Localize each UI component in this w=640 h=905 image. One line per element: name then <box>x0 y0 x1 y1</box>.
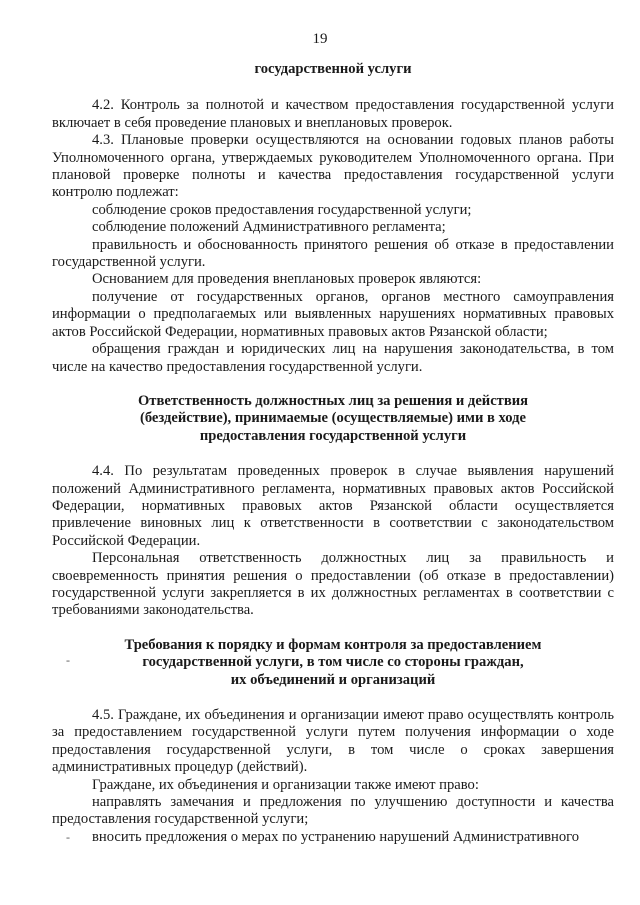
section-heading-control-requirements <box>52 637 614 689</box>
margin-mark: - <box>66 830 70 844</box>
paragraph: Граждане, их объединения и организации также имеют право: <box>92 776 479 793</box>
section-4-5 <box>52 707 614 846</box>
paragraph: вносить предложения о мерах по устранению нарушений Административного <box>92 828 580 845</box>
paragraph: получение от государственных органов, органов местного самоуправления информации о предполагаемых или выявленных нарушениях нормативных правовых актов Российской Федерации, нормативных правовых актов Рязанской области; <box>52 288 614 340</box>
section-heading-line: государственной услуги, в том числе со стороны граждан, <box>142 654 524 671</box>
section-heading-line: их объединений и организаций <box>230 671 436 688</box>
paragraph: соблюдение сроков предоставления государственной услуги; <box>92 201 472 218</box>
paragraph: Основанием для проведения внеплановых проверок являются: <box>92 271 482 288</box>
paragraph: 4.5. Граждане, их объединения и организации имеют право осуществлять контроль за предоставлением государственной услуги путем получения информации о ходе предоставления государственной услуги, в том числе о сроках завершения административных процедур (действий). <box>52 707 614 776</box>
section-heading-line: Ответственность должностных лиц за решения и действия <box>137 392 529 409</box>
paragraph: Персональная ответственность должностных лиц за правильность и своевременность принятия решения о предоставлении (об отказе в предоставлении) государственной услуги закрепляется в их должностных регламентах в соответствии с требованиями законодательства. <box>52 550 614 619</box>
section-4-4 <box>52 463 614 620</box>
document-body <box>52 61 614 846</box>
section-heading-line: Требования к порядку и формам контроля за предоставлением <box>124 636 542 653</box>
paragraph: 4.3. Плановые проверки осуществляются на основании годовых планов работы Уполномоченного органа, утверждаемых руководителем Уполномоченного органа. При плановой проверке полноты и качества предоставления государственной услуги контролю подлежат: <box>52 132 614 201</box>
section-heading-line: (бездействие), принимаемые (осуществляемые) ими в ходе <box>139 410 527 427</box>
paragraph: правильность и обоснованность принятого решения об отказе в предоставлении государственной услуги. <box>52 236 614 271</box>
page-number: 19 <box>312 31 328 47</box>
top-heading: государственной услуги <box>254 61 412 77</box>
paragraph: 4.2. Контроль за полнотой и качеством предоставления государственной услуги включает в себя проведение плановых и внеплановых проверок. <box>52 97 614 131</box>
section-heading-responsibility <box>52 393 614 445</box>
paragraph: направлять замечания и предложения по улучшению доступности и качества предоставления государственной услуги; <box>52 794 614 828</box>
margin-mark: - <box>66 653 70 667</box>
section-4-2-4-3 <box>52 97 614 376</box>
paragraph: обращения граждан и юридических лиц на нарушения законодательства, в том числе на качество предоставления государственной услуги. <box>52 341 614 375</box>
section-heading-line: предоставления государственной услуги <box>199 427 467 444</box>
paragraph: 4.4. По результатам проведенных проверок в случае выявления нарушений положений Административного регламента, нормативных правовых актов Российской Федерации, нормативных правовых актов Рязанской области осуществляется привлечение виновных лиц к ответственности в соответствии с законодательством Российской Федерации. <box>52 463 614 549</box>
paragraph: соблюдение положений Административного регламента; <box>92 219 446 236</box>
